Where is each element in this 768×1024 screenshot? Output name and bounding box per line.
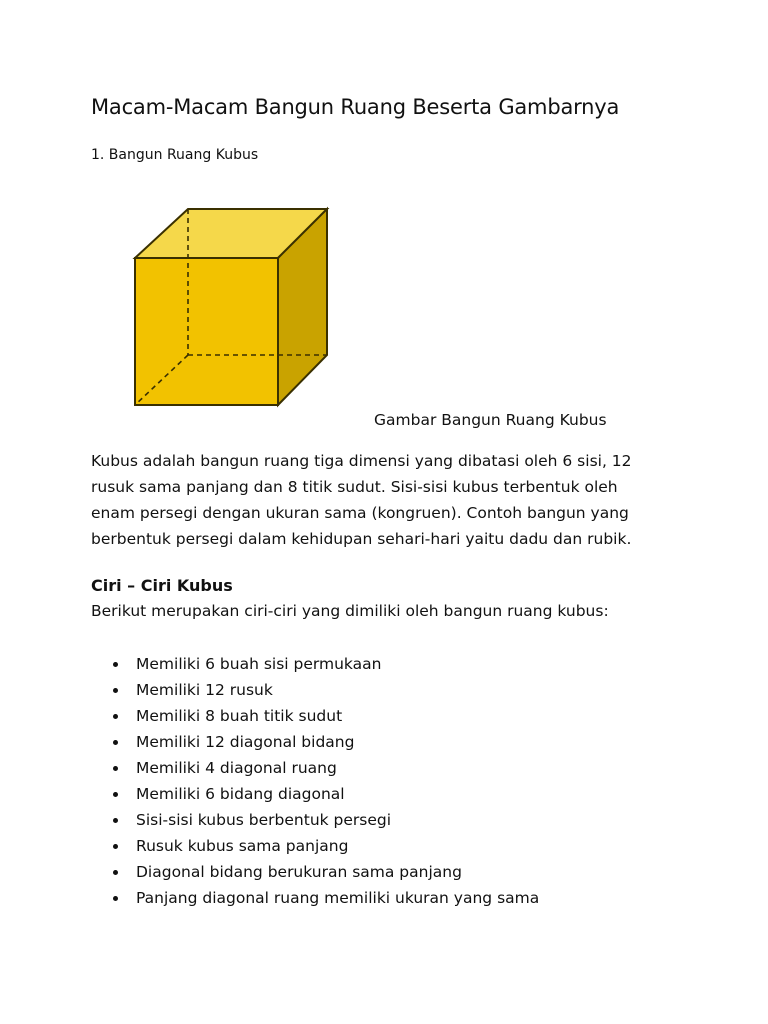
list-item-text: Memiliki 12 rusuk <box>136 681 273 699</box>
list-item <box>91 755 539 781</box>
bullet-icon <box>113 688 118 693</box>
list-item-text: Memiliki 12 diagonal bidang <box>136 733 355 751</box>
list-item <box>91 859 539 885</box>
figure-caption: Gambar Bangun Ruang Kubus <box>374 411 607 429</box>
cube-figure <box>125 195 375 417</box>
list-item-text: Sisi-sisi kubus berbentuk persegi <box>136 811 392 829</box>
section-intro: Berikut merupakan ciri-ciri yang dimiliki oleh bangun ruang kubus: <box>91 602 609 620</box>
description-paragraph <box>91 448 691 552</box>
list-item-text: Memiliki 8 buah titik sudut <box>136 707 343 725</box>
section-heading: Ciri – Ciri Kubus <box>91 576 233 595</box>
paragraph-line: rusuk sama panjang dan 8 titik sudut. Sisi-sisi kubus terbentuk oleh <box>91 478 618 496</box>
bullet-icon <box>113 844 118 849</box>
paragraph-line: berbentuk persegi dalam kehidupan sehari-hari yaitu dadu dan rubik. <box>91 530 632 548</box>
bullet-icon <box>113 896 118 901</box>
list-item <box>91 703 539 729</box>
list-item <box>91 781 539 807</box>
cube-front-face <box>135 258 278 405</box>
bullet-icon <box>113 766 118 771</box>
list-item-text: Memiliki 6 bidang diagonal <box>136 785 345 803</box>
list-item <box>91 885 539 911</box>
list-item-text: Rusuk kubus sama panjang <box>136 837 349 855</box>
bullet-icon <box>113 870 118 875</box>
bullet-icon <box>113 818 118 823</box>
list-item-text: Diagonal bidang berukuran sama panjang <box>136 863 462 881</box>
list-item <box>91 833 539 859</box>
paragraph-line: Kubus adalah bangun ruang tiga dimensi yang dibatasi oleh 6 sisi, 12 <box>91 452 632 470</box>
bullet-icon <box>113 740 118 745</box>
subheading: 1. Bangun Ruang Kubus <box>91 147 259 163</box>
list-item <box>91 677 539 703</box>
list-item-text: Panjang diagonal ruang memiliki ukuran yang sama <box>136 889 540 907</box>
list-item-text: Memiliki 6 buah sisi permukaan <box>136 655 382 673</box>
paragraph-line: enam persegi dengan ukuran sama (kongruen). Contoh bangun yang <box>91 504 629 522</box>
yellow-cube-illustration-icon <box>125 195 375 417</box>
bullet-icon <box>113 662 118 667</box>
bullet-icon <box>113 792 118 797</box>
list-item-text: Memiliki 4 diagonal ruang <box>136 759 337 777</box>
page-title: Macam-Macam Bangun Ruang Beserta Gambarnya <box>91 95 620 119</box>
list-item <box>91 807 539 833</box>
list-item <box>91 729 539 755</box>
features-list <box>91 651 539 911</box>
bullet-icon <box>113 714 118 719</box>
list-item <box>91 651 539 677</box>
